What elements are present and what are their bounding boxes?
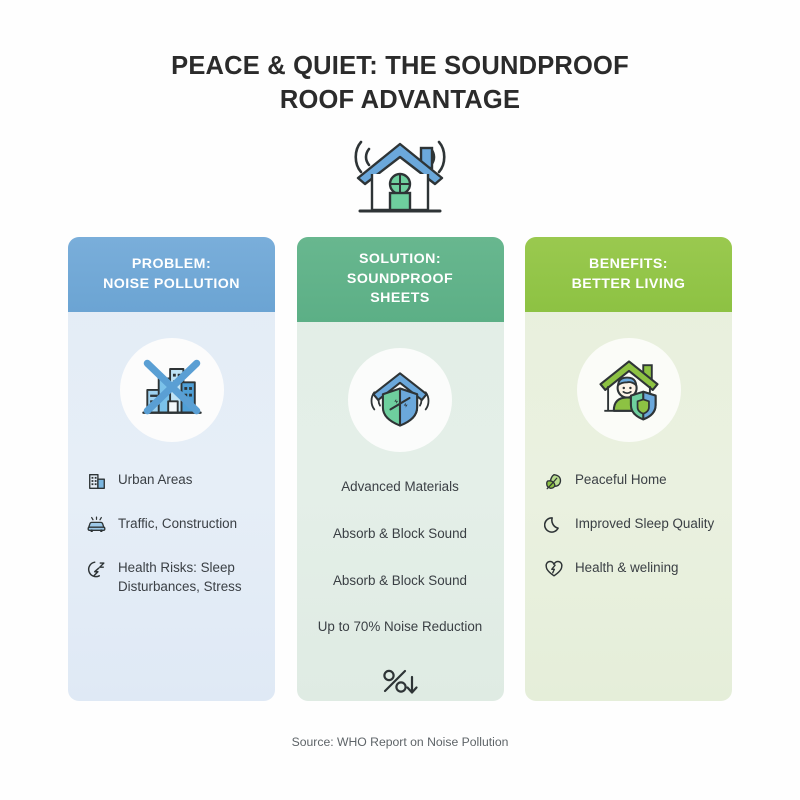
list-item (543, 470, 716, 491)
card-solution-header-line-1: SOLUTION: (358, 251, 442, 268)
card-solution (297, 237, 504, 701)
list-item: Absorb & Block Sound (333, 525, 467, 541)
list-item (86, 514, 259, 535)
sleep-disturbance-icon (86, 558, 107, 579)
city-crossed-out-icon (134, 350, 210, 431)
house-with-sound-waves-icon (334, 126, 466, 222)
list-item (543, 514, 716, 535)
list-item: Up to 70% Noise Reduction (317, 619, 483, 635)
card-solution-list (297, 478, 504, 697)
card-benefits (525, 237, 732, 701)
car-icon (86, 514, 107, 535)
card-problem-header (68, 237, 275, 312)
card-solution-icon-wrap (297, 348, 504, 452)
source-footer: Source: WHO Report on Noise Pollution (291, 735, 509, 749)
list-item-label: Urban Areas (118, 472, 193, 487)
card-benefits-icon-wrap (525, 338, 732, 442)
cards-row (68, 237, 732, 701)
card-solution-header-line-2: SOUNDPROOF (346, 270, 454, 287)
list-item (86, 558, 259, 596)
card-problem-header-line-1: PROBLEM: (131, 255, 212, 272)
list-item: Absorb & Block Sound (333, 572, 467, 588)
card-problem (68, 237, 275, 701)
building-icon (86, 470, 107, 491)
percent-down-arrow-icon (378, 667, 422, 697)
list-item-label: Improved Sleep Quality (575, 516, 715, 531)
card-problem-list (68, 470, 275, 619)
list-item: Advanced Materials (341, 479, 459, 494)
list-item (86, 470, 259, 491)
person-house-shield-icon (591, 350, 667, 431)
card-benefits-header (525, 237, 732, 312)
icon-circle (120, 338, 224, 442)
list-item-label: Peaceful Home (575, 472, 667, 487)
card-problem-header-line-2: NOISE POLLUTION (103, 275, 240, 292)
card-problem-icon-wrap (68, 338, 275, 442)
page-title-line-1: PEACE & QUIET: THE SOUNDPROOF (171, 52, 629, 80)
page-title-line-2: ROOF ADVANTAGE (279, 85, 521, 114)
icon-circle (348, 348, 452, 452)
list-item-label: Health Risks: Sleep Disturbances, Stress (118, 560, 242, 595)
card-solution-header-line-3: SHEETS (370, 290, 430, 307)
page-title (100, 50, 700, 117)
list-item-label: Health & welining (575, 560, 679, 575)
card-solution-header (297, 237, 504, 322)
moon-icon (543, 514, 564, 535)
leaf-icon (543, 470, 564, 491)
icon-circle (577, 338, 681, 442)
list-item (543, 558, 716, 579)
shield-roof-soundwaves-icon (362, 360, 438, 441)
list-item-label: Traffic, Construction (118, 516, 238, 531)
heart-health-icon (543, 558, 564, 579)
card-benefits-header-line-1: BENEFITS: (589, 255, 668, 272)
card-benefits-header-line-2: BETTER LIVING (571, 275, 686, 292)
card-benefits-list (525, 470, 732, 602)
